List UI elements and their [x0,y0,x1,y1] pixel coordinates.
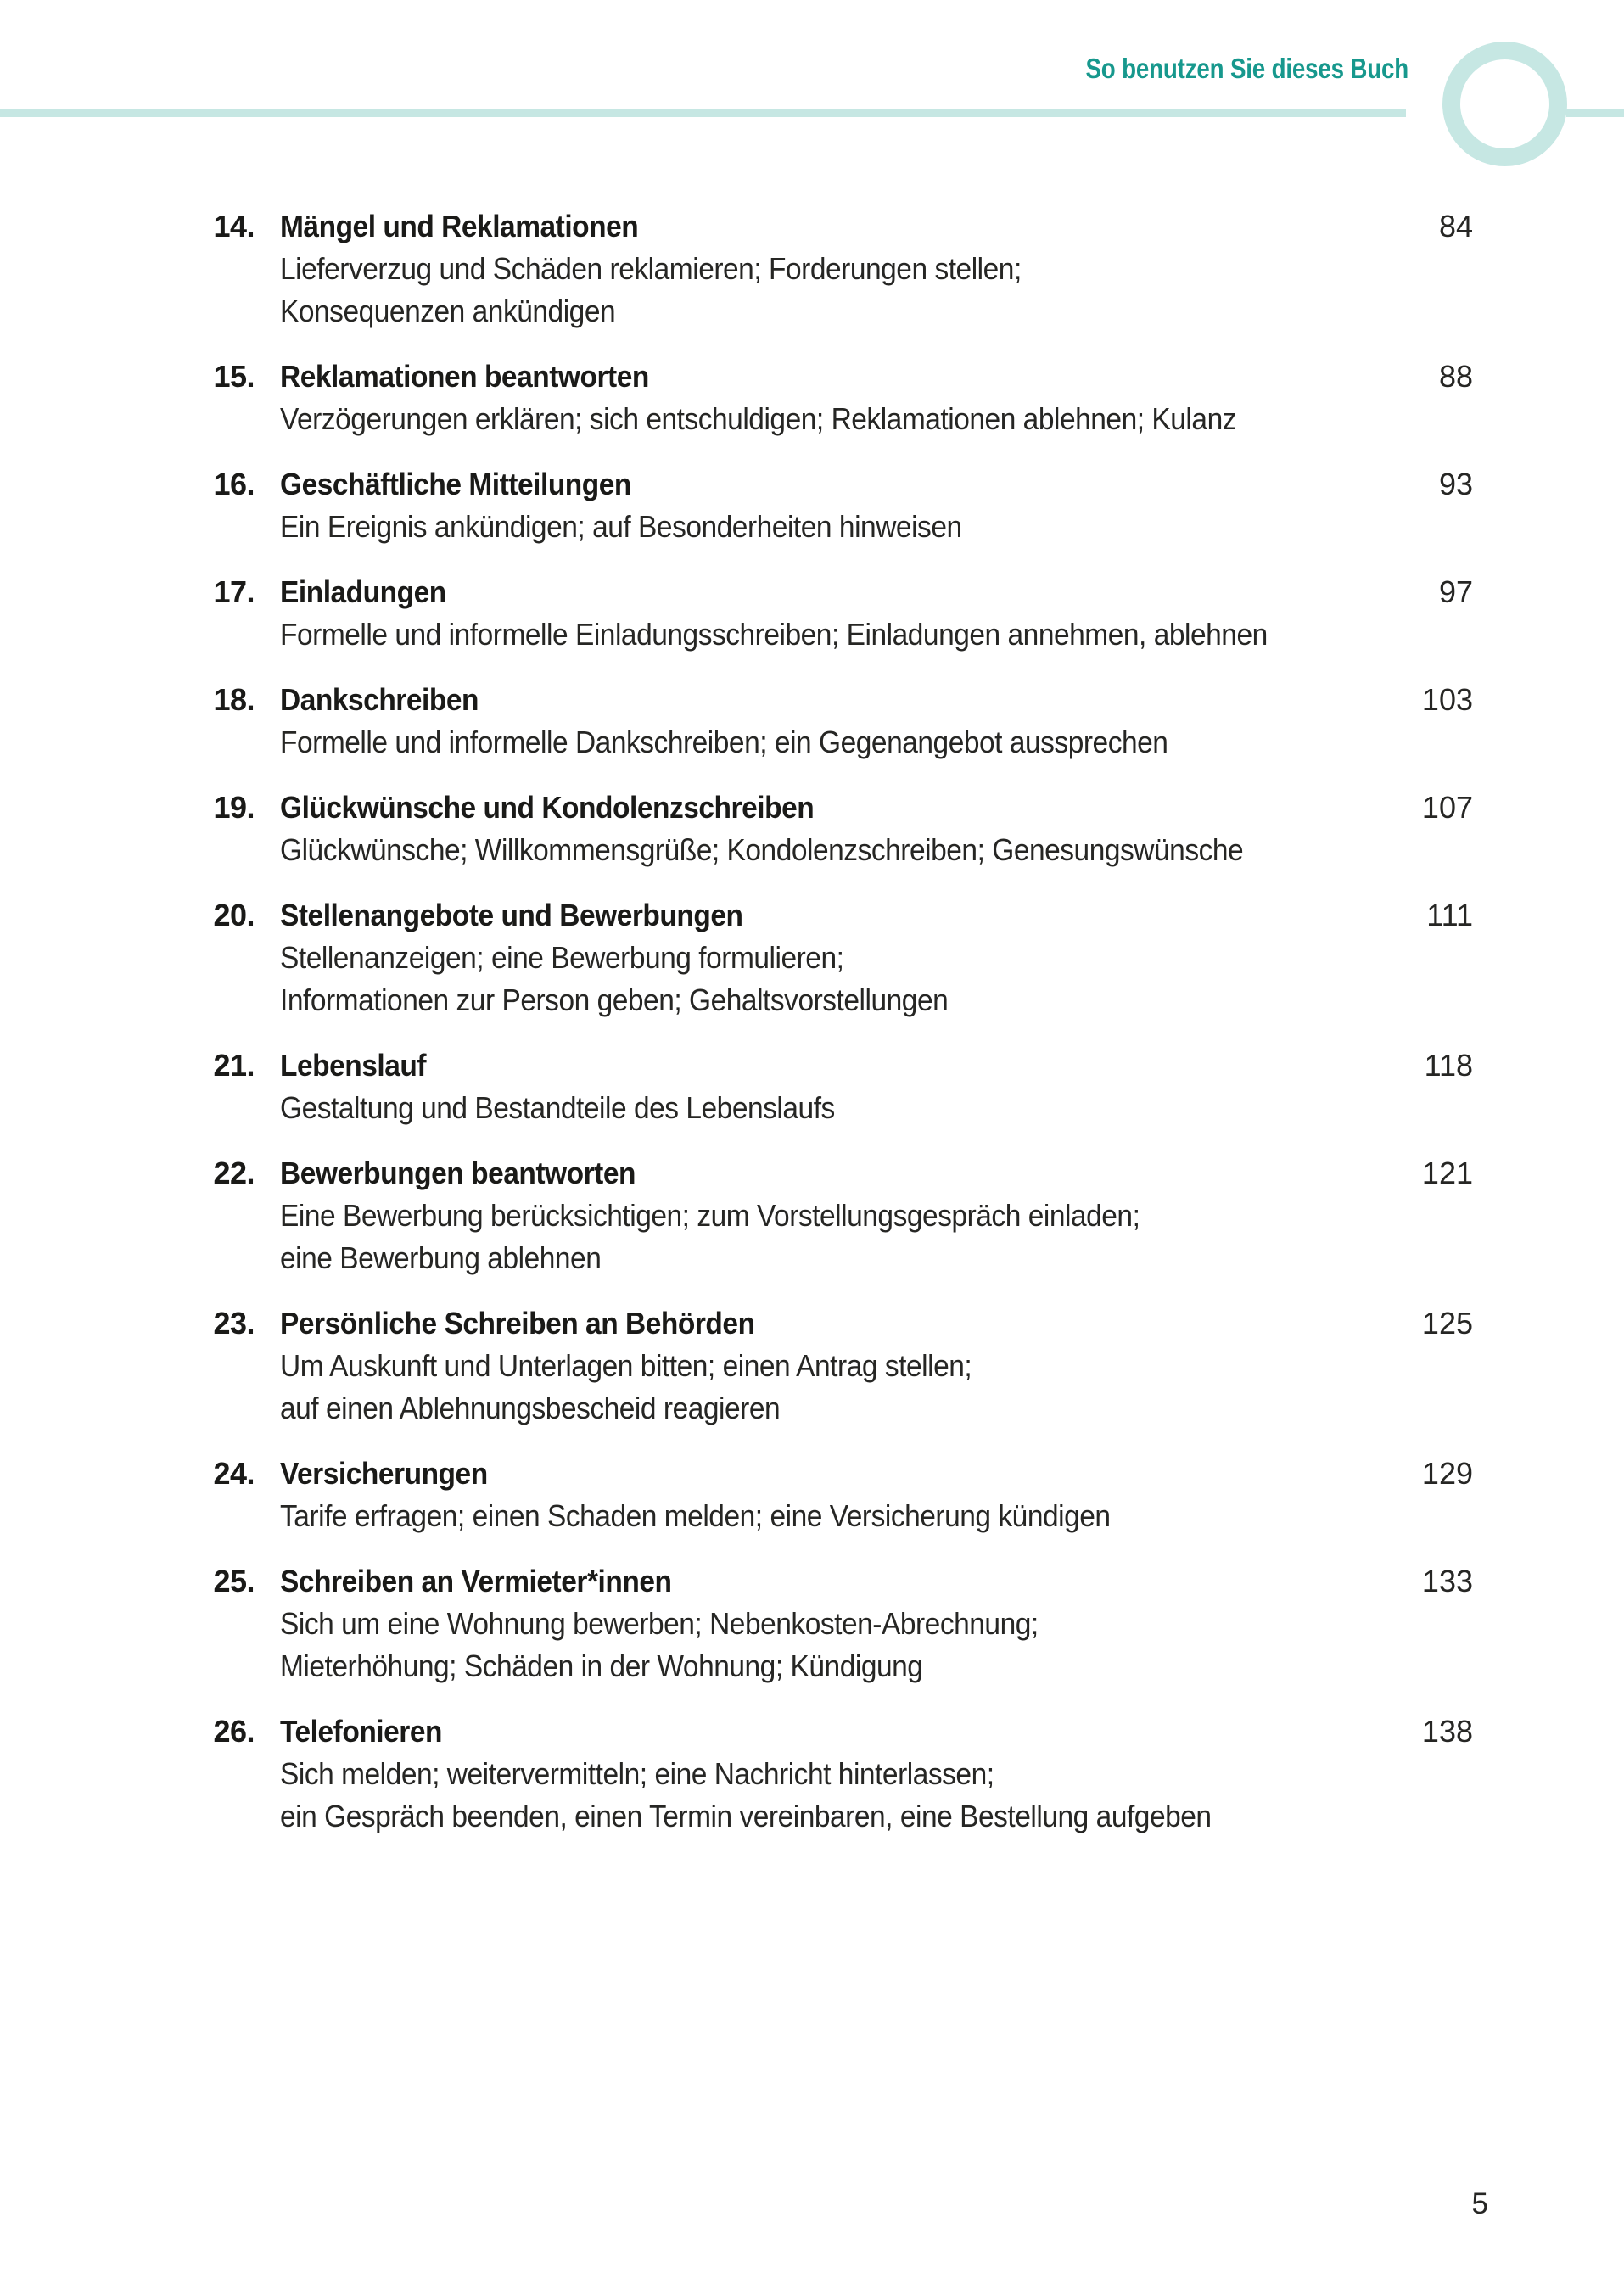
entry-number: 15. [213,359,255,394]
toc-list [0,205,1624,1861]
entry-number: 22. [213,1156,255,1190]
entry-number: 20. [213,898,255,932]
toc-entry [0,571,1624,656]
entry-description-line: Verzögerungen erklären; sich entschuldigen; Reklamationen ablehnen; Kulanz [280,401,1237,436]
toc-entry [0,1710,1624,1838]
entry-content [280,205,1530,333]
entry-content [280,1710,1530,1838]
entry-description-line: Formelle und informelle Dankschreiben; ein Gegenangebot aussprechen [280,725,1168,759]
entry-page-number: 111 [1426,898,1473,932]
entry-page-number: 138 [1421,1714,1473,1749]
entry-content [280,1152,1530,1279]
entry-number: 18. [213,682,255,717]
entry-descriptions [280,613,1530,656]
toc-entry [0,355,1624,440]
entry-description-line: eine Bewerbung ablehnen [280,1240,602,1275]
entry-descriptions [280,1345,1530,1430]
entry-number: 23. [213,1306,255,1341]
entry-page-number: 97 [1438,574,1473,609]
toc-entry [0,679,1624,764]
entry-descriptions [280,1087,1530,1129]
entry-content [280,355,1530,440]
entry-content [280,679,1530,764]
entry-description-line: auf einen Ablehnungsbescheid reagieren [280,1391,781,1425]
toc-entry [0,1453,1624,1537]
entry-number: 19. [213,790,255,825]
page-header-title: So benutzen Sie dieses Buch [1085,53,1408,84]
entry-title: Einladungen [280,574,446,609]
entry-title: Reklamationen beantworten [280,359,649,394]
entry-page-number: 107 [1421,790,1473,825]
entry-description-line: Formelle und informelle Einladungsschreiben; Einladungen annehmen, ablehnen [280,617,1268,652]
entry-content [280,571,1530,656]
entry-description-line: Um Auskunft und Unterlagen bitten; einen Antrag stellen; [280,1348,972,1383]
entry-page-number: 84 [1438,209,1473,243]
toc-entry [0,786,1624,871]
entry-description-line: Glückwünsche; Willkommensgrüße; Kondolenzschreiben; Genesungswünsche [280,832,1244,867]
toc-entry [0,1302,1624,1430]
entry-title: Telefonieren [280,1714,443,1749]
entry-page-number: 88 [1438,359,1473,394]
entry-content [280,1044,1530,1129]
entry-title: Glückwünsche und Kondolenzschreiben [280,790,815,825]
entry-description-line: Mieterhöhung; Schäden in der Wohnung; Kündigung [280,1648,923,1683]
entry-content [280,463,1530,548]
entry-title: Persönliche Schreiben an Behörden [280,1306,755,1341]
entry-page-number: 125 [1421,1306,1473,1341]
entry-descriptions [280,1195,1530,1279]
entry-descriptions [280,506,1530,548]
entry-descriptions [280,721,1530,764]
entry-content [280,1453,1530,1537]
entry-title: Geschäftliche Mitteilungen [280,467,631,501]
entry-page-number: 118 [1424,1048,1473,1083]
toc-entry [0,205,1624,333]
entry-description-line: Informationen zur Person geben; Gehaltsvorstellungen [280,982,949,1017]
header-rule-right [1566,109,1624,117]
toc-entry [0,1152,1624,1279]
entry-title: Schreiben an Vermieter*innen [280,1564,672,1598]
toc-entry [0,1044,1624,1129]
header-rule-left [0,109,1406,117]
entry-number: 21. [213,1048,255,1083]
entry-description-line: Tarife erfragen; einen Schaden melden; eine Versicherung kündigen [280,1498,1111,1533]
entry-description-line: Sich melden; weitervermitteln; eine Nachricht hinterlassen; [280,1756,994,1791]
entry-title: Dankschreiben [280,682,479,717]
entry-descriptions [280,937,1530,1022]
entry-description-line: Ein Ereignis ankündigen; auf Besonderheiten hinweisen [280,509,962,544]
entry-description-line: Sich um eine Wohnung bewerben; Nebenkosten-Abrechnung; [280,1606,1039,1641]
entry-descriptions [280,398,1530,440]
entry-number: 16. [213,467,255,501]
entry-content [280,1560,1530,1688]
entry-description-line: Lieferverzug und Schäden reklamieren; Forderungen stellen; [280,251,1022,286]
entry-number: 14. [213,209,255,243]
ring-logo [1442,42,1567,166]
entry-title: Versicherungen [280,1456,488,1491]
entry-content [280,894,1530,1022]
entry-descriptions [280,248,1530,333]
entry-description-line: Gestaltung und Bestandteile des Lebenslaufs [280,1090,835,1125]
entry-content [280,1302,1530,1430]
folio-page-number: 5 [1471,2187,1488,2220]
entry-descriptions [280,1495,1530,1537]
toc-entry [0,894,1624,1022]
entry-content [280,786,1530,871]
entry-page-number: 121 [1421,1156,1473,1190]
entry-page-number: 129 [1421,1456,1473,1491]
entry-number: 24. [213,1456,255,1491]
entry-descriptions [280,829,1530,871]
entry-description-line: ein Gespräch beenden, einen Termin vereinbaren, eine Bestellung aufgeben [280,1799,1212,1833]
entry-page-number: 133 [1421,1564,1473,1598]
toc-entry [0,1560,1624,1688]
entry-description-line: Eine Bewerbung berücksichtigen; zum Vorstellungsgespräch einladen; [280,1198,1140,1233]
entry-number: 26. [213,1714,255,1749]
entry-title: Mängel und Reklamationen [280,209,639,243]
entry-title: Lebenslauf [280,1048,427,1083]
entry-page-number: 103 [1421,682,1473,717]
entry-description-line: Stellenanzeigen; eine Bewerbung formulieren; [280,940,844,975]
entry-page-number: 93 [1438,467,1473,501]
entry-number: 17. [213,574,255,609]
entry-title: Bewerbungen beantworten [280,1156,636,1190]
entry-number: 25. [213,1564,255,1598]
entry-descriptions [280,1753,1530,1838]
toc-entry [0,463,1624,548]
entry-title: Stellenangebote und Bewerbungen [280,898,743,932]
entry-description-line: Konsequenzen ankündigen [280,294,616,328]
entry-descriptions [280,1603,1530,1688]
